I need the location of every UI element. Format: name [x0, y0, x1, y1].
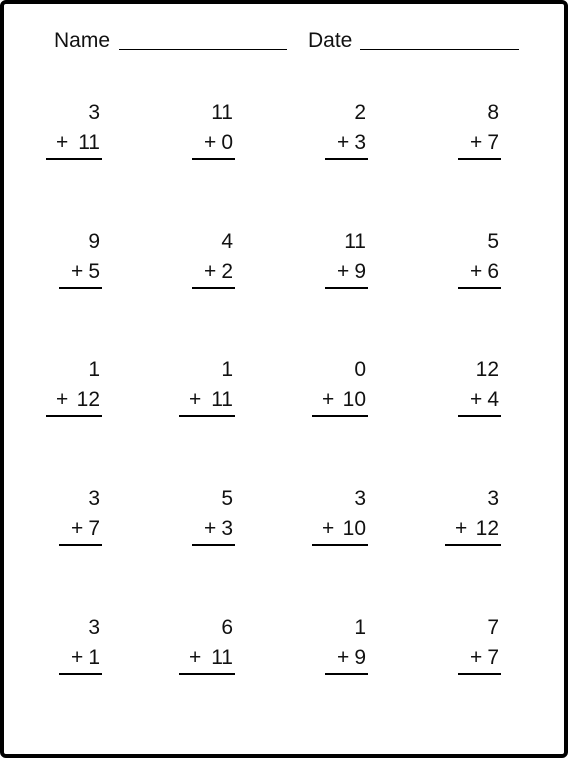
- problem-10: [175, 357, 245, 417]
- problem-2: [175, 100, 245, 160]
- plus-sign: +: [71, 260, 84, 283]
- top-addend: 3: [88, 616, 100, 639]
- top-addend: 3: [354, 487, 366, 510]
- problem-11: [308, 357, 378, 417]
- top-addend: 11: [211, 101, 233, 124]
- bottom-addend: 12: [76, 388, 100, 411]
- bottom-addend: 12: [475, 517, 499, 540]
- problem-12: [441, 357, 511, 417]
- answer-line: [192, 544, 235, 546]
- bottom-addend: 9: [354, 260, 366, 283]
- plus-sign: +: [470, 646, 483, 669]
- answer-line: [46, 158, 102, 160]
- problem-4: [441, 100, 511, 160]
- bottom-addend: 11: [78, 131, 100, 154]
- plus-sign: +: [204, 260, 217, 283]
- problem-5: [42, 229, 112, 289]
- bottom-addend: 7: [88, 517, 100, 540]
- top-addend: 5: [221, 487, 233, 510]
- top-addend: 1: [354, 616, 366, 639]
- name-label: Name: [54, 29, 111, 52]
- answer-line: [325, 158, 368, 160]
- problem-6: [175, 229, 245, 289]
- answer-line: [325, 287, 368, 289]
- plus-sign: +: [71, 517, 84, 540]
- top-addend: 2: [354, 101, 366, 124]
- bottom-addend: 1: [88, 646, 100, 669]
- plus-sign: +: [455, 517, 468, 540]
- plus-sign: +: [71, 646, 84, 669]
- answer-line: [192, 287, 235, 289]
- bottom-addend: 7: [487, 131, 499, 154]
- top-addend: 6: [221, 616, 233, 639]
- bottom-addend: 11: [211, 646, 233, 669]
- answer-line: [59, 544, 102, 546]
- bottom-addend: 11: [211, 388, 233, 411]
- plus-sign: +: [337, 646, 350, 669]
- problem-15: [308, 486, 378, 546]
- answer-line: [46, 415, 102, 417]
- bottom-addend: 3: [354, 131, 366, 154]
- plus-sign: +: [204, 517, 217, 540]
- problem-17: [42, 615, 112, 675]
- plus-sign: +: [337, 131, 350, 154]
- plus-sign: +: [56, 388, 69, 411]
- bottom-addend: 10: [342, 388, 366, 411]
- bottom-addend: 6: [487, 260, 499, 283]
- top-addend: 4: [221, 230, 233, 253]
- plus-sign: +: [204, 131, 217, 154]
- bottom-addend: 4: [487, 388, 499, 411]
- answer-line: [179, 673, 235, 675]
- answer-line: [59, 673, 102, 675]
- bottom-addend: 5: [88, 260, 100, 283]
- answer-line: [458, 673, 501, 675]
- name-blank-line[interactable]: [119, 49, 287, 50]
- plus-sign: +: [470, 260, 483, 283]
- top-addend: 5: [487, 230, 499, 253]
- top-addend: 3: [487, 487, 499, 510]
- bottom-addend: 3: [221, 517, 233, 540]
- problem-8: [441, 229, 511, 289]
- answer-line: [458, 158, 501, 160]
- bottom-addend: 7: [487, 646, 499, 669]
- problem-1: [42, 100, 112, 160]
- bottom-addend: 10: [342, 517, 366, 540]
- top-addend: 8: [487, 101, 499, 124]
- answer-line: [179, 415, 235, 417]
- problem-14: [175, 486, 245, 546]
- plus-sign: +: [470, 388, 483, 411]
- plus-sign: +: [189, 646, 202, 669]
- answer-line: [192, 158, 235, 160]
- problem-13: [42, 486, 112, 546]
- top-addend: 9: [88, 230, 100, 253]
- plus-sign: +: [189, 388, 202, 411]
- top-addend: 12: [475, 358, 499, 381]
- answer-line: [312, 544, 368, 546]
- plus-sign: +: [56, 131, 69, 154]
- answer-line: [325, 673, 368, 675]
- bottom-addend: 2: [221, 260, 233, 283]
- problem-16: [441, 486, 511, 546]
- plus-sign: +: [470, 131, 483, 154]
- top-addend: 1: [221, 358, 233, 381]
- answer-line: [445, 544, 501, 546]
- top-addend: 0: [354, 358, 366, 381]
- answer-line: [458, 287, 501, 289]
- answer-line: [59, 287, 102, 289]
- answer-line: [458, 415, 501, 417]
- bottom-addend: 9: [354, 646, 366, 669]
- top-addend: 7: [487, 616, 499, 639]
- plus-sign: +: [337, 260, 350, 283]
- problem-19: [308, 615, 378, 675]
- top-addend: 3: [88, 487, 100, 510]
- plus-sign: +: [322, 517, 335, 540]
- top-addend: 1: [88, 358, 100, 381]
- date-label: Date: [308, 29, 353, 52]
- problem-3: [308, 100, 378, 160]
- problem-9: [42, 357, 112, 417]
- problem-20: [441, 615, 511, 675]
- date-blank-line[interactable]: [360, 49, 519, 50]
- top-addend: 11: [344, 230, 366, 253]
- plus-sign: +: [322, 388, 335, 411]
- answer-line: [312, 415, 368, 417]
- problem-7: [308, 229, 378, 289]
- bottom-addend: 0: [221, 131, 233, 154]
- problem-18: [175, 615, 245, 675]
- top-addend: 3: [88, 101, 100, 124]
